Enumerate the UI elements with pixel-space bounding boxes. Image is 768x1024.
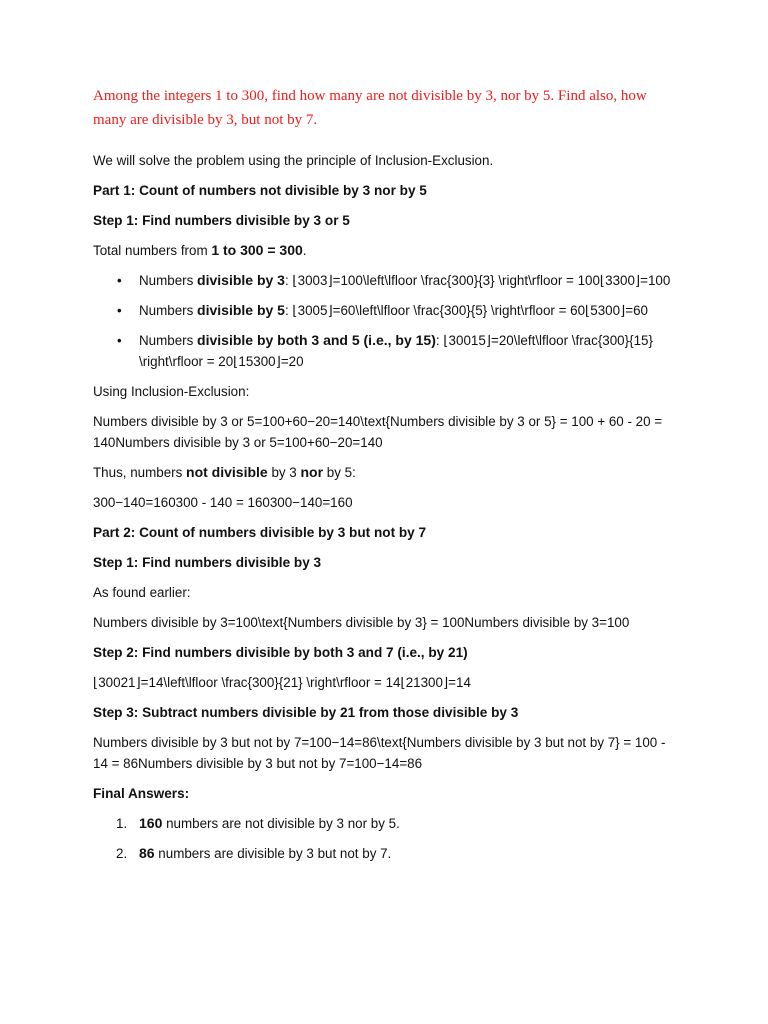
bullet-icon: • xyxy=(117,273,122,288)
final-answers-heading: Final Answers: xyxy=(93,786,190,801)
item-formula: : ⌊3003⌋=100\left\lfloor \frac{300}{3} \right\rfloor = 100⌊3300⌋=100 xyxy=(284,273,671,288)
div3-text: Numbers divisible by 3=100\text{Numbers divisible by 3} = 100Numbers divisible by 3=100 xyxy=(93,615,630,630)
bullet-icon: • xyxy=(117,303,122,318)
part2-step2-heading: Step 2: Find numbers divisible by both 3 and 7 (i.e., by 21) xyxy=(93,645,468,660)
div21-text: ⌊30021⌋=14\left\lfloor \frac{300}{21} \right\rfloor = 14⌊21300⌋=14 xyxy=(93,675,471,690)
answer-value: 86 xyxy=(139,845,155,861)
item-formula: : ⌊30015⌋=20\left\lfloor \frac{300}{15} \right\rfloor = 20⌊15300⌋=20 xyxy=(139,333,653,369)
final-answer-item xyxy=(116,813,683,834)
using-ie-text: Using Inclusion-Exclusion: xyxy=(93,384,250,399)
thus-mid: by 3 xyxy=(267,465,301,480)
item-bold: divisible by both 3 and 5 (i.e., by 15) xyxy=(197,332,436,348)
item-prefix: Numbers xyxy=(139,273,198,288)
total-bold: 1 to 300 = 300 xyxy=(211,242,303,258)
answer-text: numbers are not divisible by 3 nor by 5. xyxy=(162,816,400,831)
item-prefix: Numbers xyxy=(139,303,198,318)
thus-bold-nor: nor xyxy=(300,464,324,480)
document-body xyxy=(93,84,683,873)
thus-text xyxy=(93,462,683,483)
list-number: 2. xyxy=(116,846,128,861)
part2-step3-heading: Step 3: Subtract numbers divisible by 21 from those divisible by 3 xyxy=(93,705,519,720)
list-item-div15 xyxy=(117,330,683,372)
total-suffix: . xyxy=(302,243,307,258)
thus-suffix: by 5: xyxy=(323,465,356,480)
part1-step1-heading: Step 1: Find numbers divisible by 3 or 5 xyxy=(93,213,350,228)
part2-result: Numbers divisible by 3 but not by 7=100−14=86\text{Numbers divisible by 3 but not by 7} = 100 - 14 = 86Numbers divisible by 3 but not by 7=100−14=86 xyxy=(93,735,666,771)
part2-heading: Part 2: Count of numbers divisible by 3 but not by 7 xyxy=(93,525,427,540)
as-found-text: As found earlier: xyxy=(93,585,191,600)
answer-value: 160 xyxy=(139,815,163,831)
thus-prefix: Thus, numbers xyxy=(93,465,187,480)
intro-text: We will solve the problem using the principle of Inclusion-Exclusion. xyxy=(93,153,494,168)
item-bold: divisible by 3 xyxy=(197,272,285,288)
item-bold: divisible by 5 xyxy=(197,302,285,318)
thus-bold-not-divisible: not divisible xyxy=(186,464,268,480)
list-number: 1. xyxy=(116,816,128,831)
part2-step1-heading: Step 1: Find numbers divisible by 3 xyxy=(93,555,322,570)
total-numbers-text xyxy=(93,240,683,261)
part1-heading: Part 1: Count of numbers not divisible by 3 nor by 5 xyxy=(93,183,427,198)
answer-text: numbers are divisible by 3 but not by 7. xyxy=(154,846,392,861)
total-prefix: Total numbers from xyxy=(93,243,212,258)
list-item-div3 xyxy=(117,270,683,291)
bullet-icon: • xyxy=(117,333,122,348)
item-prefix: Numbers xyxy=(139,333,198,348)
list-item-div5 xyxy=(117,300,683,321)
final-answers-list xyxy=(93,813,683,864)
part1-result: 300−140=160300 - 140 = 160300−140=160 xyxy=(93,495,353,510)
item-formula: : ⌊3005⌋=60\left\lfloor \frac{300}{5} \right\rfloor = 60⌊5300⌋=60 xyxy=(284,303,648,318)
divisibility-list xyxy=(93,270,683,372)
final-answer-item xyxy=(116,843,683,864)
ie-result-text: Numbers divisible by 3 or 5=100+60−20=140\text{Numbers divisible by 3 or 5} = 100 + 60 - 20 = 140Numbers divisible by 3 or 5=100+60−20=140 xyxy=(93,414,663,450)
question-text: Among the integers 1 to 300, find how many are not divisible by 3, nor by 5. Find also, how many are divisible by 3, but not by 7. xyxy=(93,88,647,128)
